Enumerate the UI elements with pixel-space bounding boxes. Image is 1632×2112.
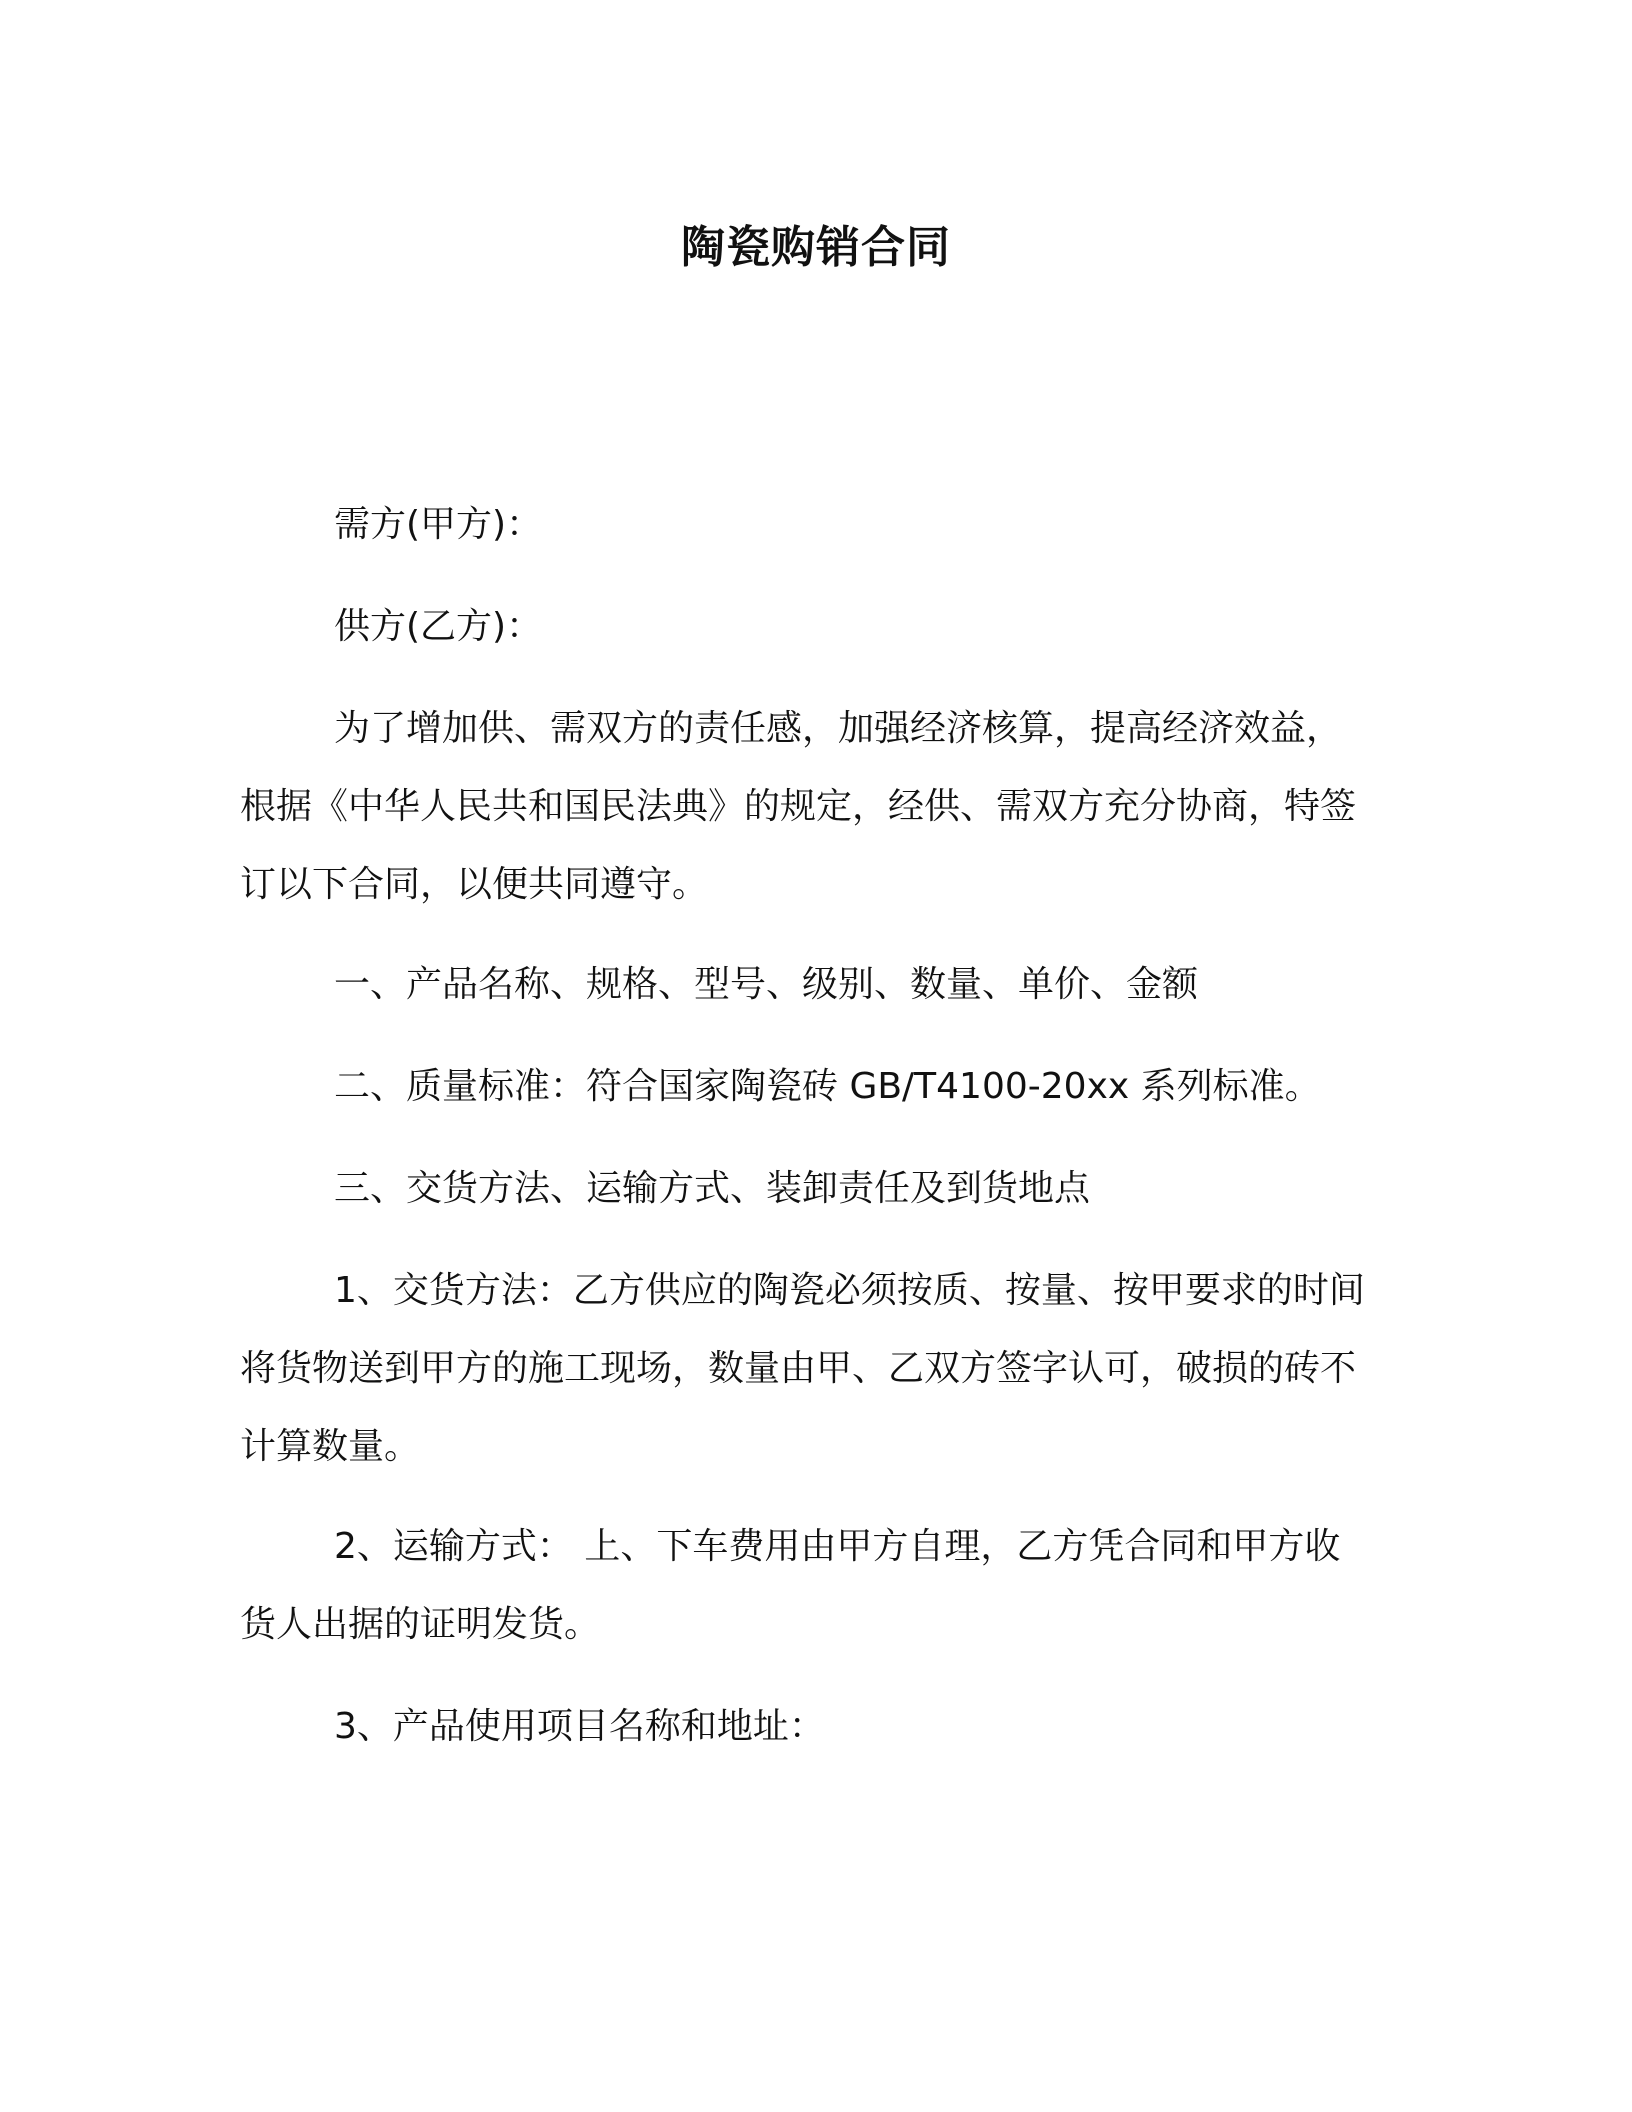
clause-delivery-method: 1、交货方法：乙方供应的陶瓷必须按质、按量、按甲要求的时间将货物送到甲方的施工现场，数量由甲、乙双方签字认可，破损的砖不计算数量。 bbox=[240, 1270, 1365, 1467]
document-title: 陶瓷购销合同 bbox=[681, 222, 951, 273]
party-b-line: 供方(乙方)： bbox=[334, 606, 543, 647]
party-a-line: 需方(甲方)： bbox=[334, 504, 543, 545]
section-2-heading: 二、质量标准：符合国家陶瓷砖 GB/T4100-20xx 系列标准。 bbox=[334, 1066, 1321, 1107]
section-1-heading: 一、产品名称、规格、型号、级别、数量、单价、金额 bbox=[334, 964, 1199, 1005]
preamble-paragraph: 为了增加供、需双方的责任感，加强经济核算，提高经济效益，根据《中华人民共和国民法典》的规定，经供、需双方充分协商，特签订以下合同，以便共同遵守。 bbox=[240, 708, 1357, 905]
clause-project-name: 3、产品使用项目名称和地址： bbox=[334, 1706, 825, 1747]
section-3-heading: 三、交货方法、运输方式、装卸责任及到货地点 bbox=[334, 1168, 1091, 1209]
clause-transport-method: 2、运输方式： 上、下车费用由甲方自理，乙方凭合同和甲方收货人出据的证明发货。 bbox=[240, 1526, 1341, 1645]
